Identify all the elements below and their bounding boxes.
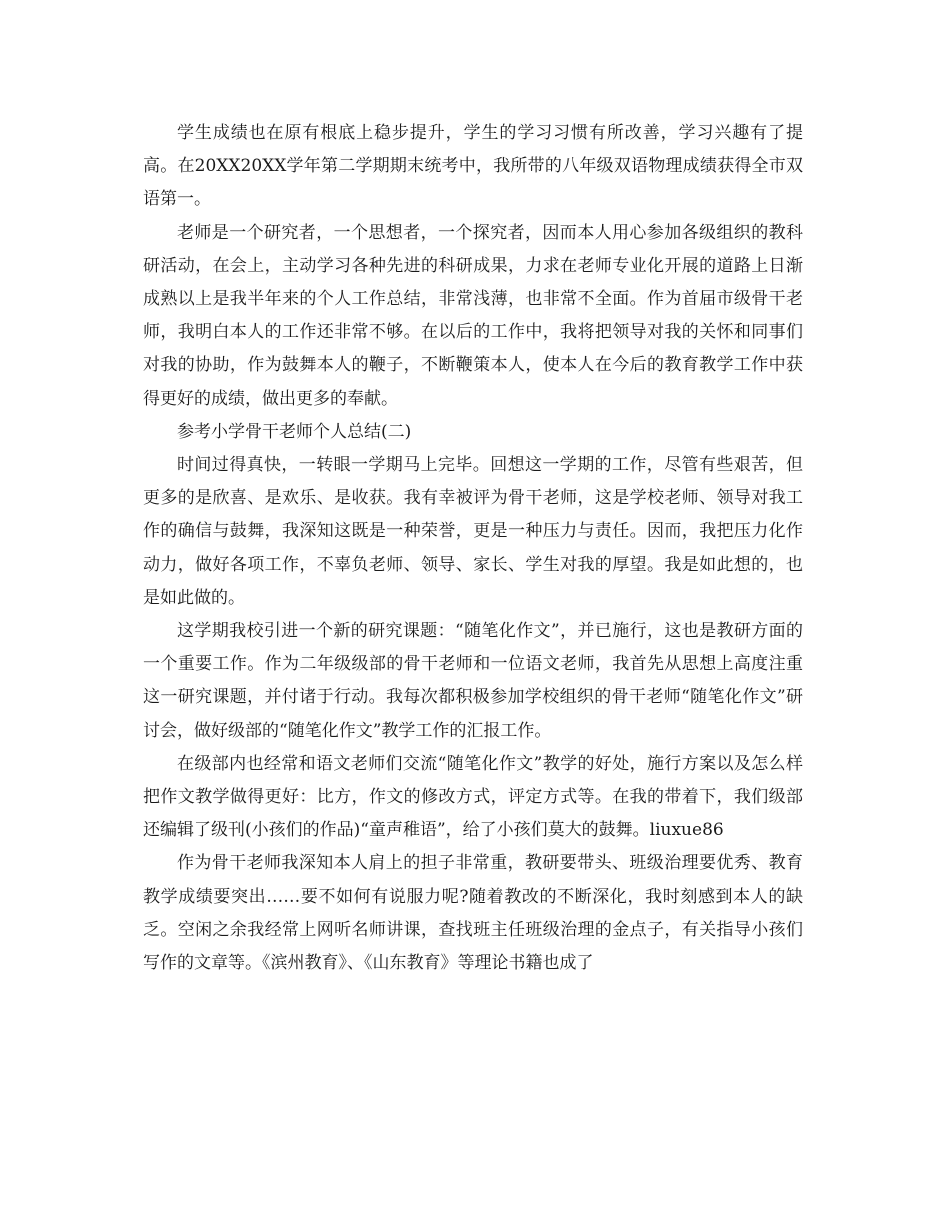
paragraph: 这学期我校引进一个新的研究课题：“随笔化作文”，并已施行，这也是教研方面的一个重要工作。作为二年级级部的骨干老师和一位语文老师，我首先从思想上高度注重这一研究课题，并付诸于行动。我每次都积极参加学校组织的骨干老师“随笔化作文”研讨会，做好级部的“随笔化作文”教学工作的汇报工作。 (143, 621, 803, 741)
section-heading: 参考小学骨干老师个人总结(二) (177, 421, 412, 442)
paragraph: 学生成绩也在原有根底上稳步提升，学生的学习习惯有所改善，学习兴趣有了提高。在20XX20XX学年第二学期期末统考中，我所带的八年级双语物理成绩获得全市双语第一。 (143, 123, 803, 210)
paragraph: 作为骨干老师我深知本人肩上的担子非常重，教研要带头、班级治理要优秀、教育教学成绩要突出……要不如何有说服力呢?随着教改的不断深化，我时刻感到本人的缺乏。空闲之余我经常上网听名师讲课，查找班主任班级治理的金点子，有关指导小孩们写作的文章等。《滨州教育》、《山东教育》等理论书籍也成了 (143, 853, 803, 974)
paragraph: 在级部内也经常和语文老师们交流“随笔化作文”教学的好处，施行方案以及怎么样把作文教学做得更好：比方，作文的修改方式，评定方式等。在我的带着下，我们级部还编辑了级刊(小孩们的作品)“童声稚语”，给了小孩们莫大的鼓舞。liuxue86 (143, 753, 803, 841)
paragraph: 老师是一个研究者，一个思想者，一个探究者，因而本人用心参加各级组织的教科研活动，在会上，主动学习各种先进的科研成果，力求在老师专业化开展的道路上日渐成熟以上是我半年来的个人工作总结，非常浅薄，也非常不全面。作为首届市级骨干老师，我明白本人的工作还非常不够。在以后的工作中，我将把领导对我的关怀和同事们对我的协助，作为鼓舞本人的鞭子，不断鞭策本人，使本人在今后的教育教学工作中获得更好的成绩，做出更多的奉献。 (143, 222, 803, 409)
document-body (143, 117, 803, 980)
paragraph: 时间过得真快，一转眼一学期马上完毕。回想这一学期的工作，尽管有些艰苦，但更多的是欣喜、是欢乐、是收获。我有幸被评为骨干老师，这是学校老师、领导对我工作的确信与鼓舞，我深知这既是一种荣誉，更是一种压力与责任。因而，我把压力化作动力，做好各项工作，不辜负老师、领导、家长、学生对我的厚望。我是如此想的，也是如此做的。 (143, 455, 803, 608)
